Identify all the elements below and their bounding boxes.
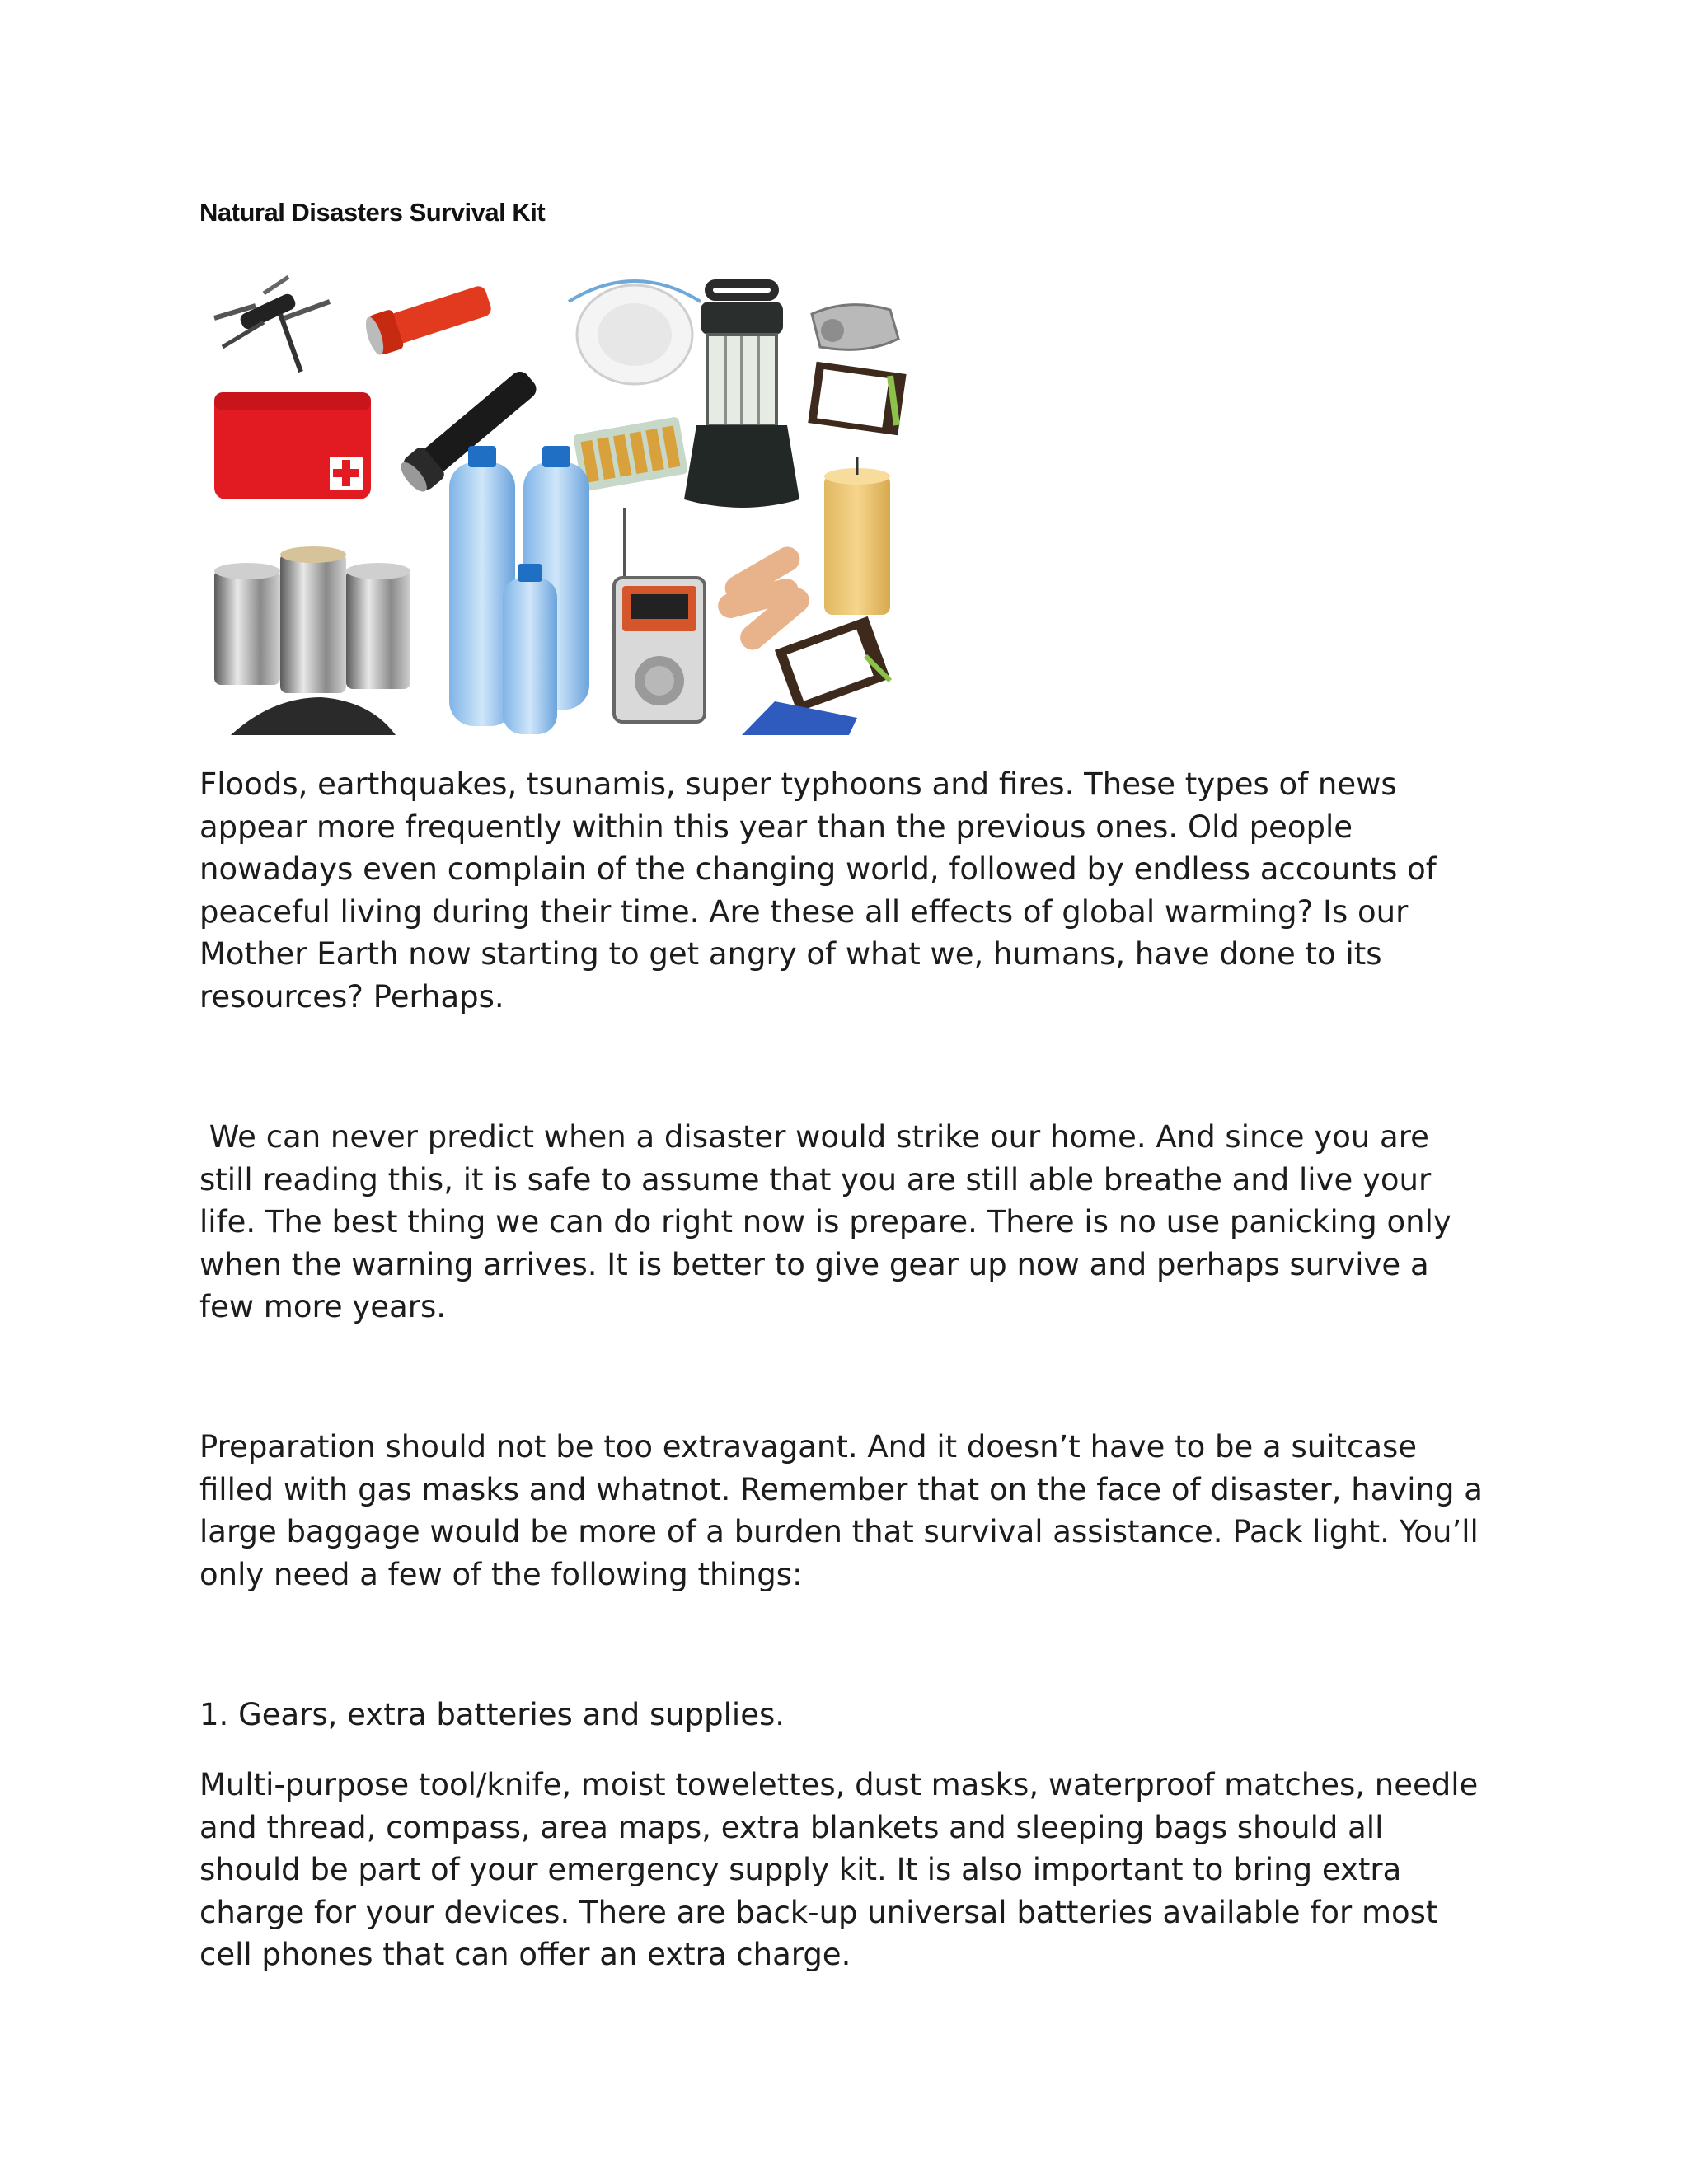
matches-box-bottom-icon bbox=[775, 616, 890, 712]
tin-cans-icon bbox=[214, 546, 410, 693]
matches-box-icon bbox=[808, 362, 906, 436]
water-bottles-icon bbox=[449, 446, 589, 734]
paragraph-gear-details: Multi-purpose tool/knife, moist towelettes, dust masks, waterproof matches, needle and thread, compass, area maps, extra blankets and sleeping bags should all should be part of your emergency supply kit. It is also important to bring extra charge for your devices. There are back-up universal batteries available for most cell phones that can offer an extra charge. bbox=[199, 1767, 1479, 1972]
red-flashlight-icon bbox=[362, 279, 495, 358]
dust-mask-icon bbox=[569, 281, 701, 384]
candle-icon bbox=[824, 457, 890, 615]
multi-tool-icon bbox=[214, 277, 330, 372]
survival-kit-image bbox=[206, 269, 926, 735]
radio-icon bbox=[614, 508, 705, 722]
first-aid-kit-icon bbox=[214, 392, 371, 499]
paragraph-pack-light: Preparation should not be too extravagant. And it doesn’t have to be a suitcase filled with gas masks and whatnot. Remember that on the face of disaster, having a large baggage would be more of a burden that survival assistance. Pack light. You’ll only need a few of the following things: bbox=[199, 1429, 1483, 1592]
bandages-icon bbox=[715, 542, 814, 655]
whistle-icon bbox=[812, 305, 898, 350]
paragraph-prepare: We can never predict when a disaster would strike our home. And since you are still reading this, it is safe to assume that you are still able breathe and live your life. The best thing we can do right now is prepare. There is no use panicking only when the warning arrives. It is better to give gear up now and perhaps survive a few more years. bbox=[199, 1119, 1451, 1324]
paragraph-intro: Floods, earthquakes, tsunamis, super typhoons and fires. These types of news appear more frequently within this year than the previous ones. Old people nowadays even complain of the changing world, followed by endless accounts of peaceful living during their time. Are these all effects of global warming? Is our Mother Earth now starting to get angry of what we, humans, have done to its resources? Perhaps. bbox=[199, 766, 1437, 1015]
lantern-icon bbox=[684, 284, 799, 508]
document-title: Natural Disasters Survival Kit bbox=[199, 198, 546, 227]
list-item-heading: 1. Gears, extra batteries and supplies. bbox=[199, 1697, 785, 1732]
batteries-icon bbox=[573, 416, 688, 492]
